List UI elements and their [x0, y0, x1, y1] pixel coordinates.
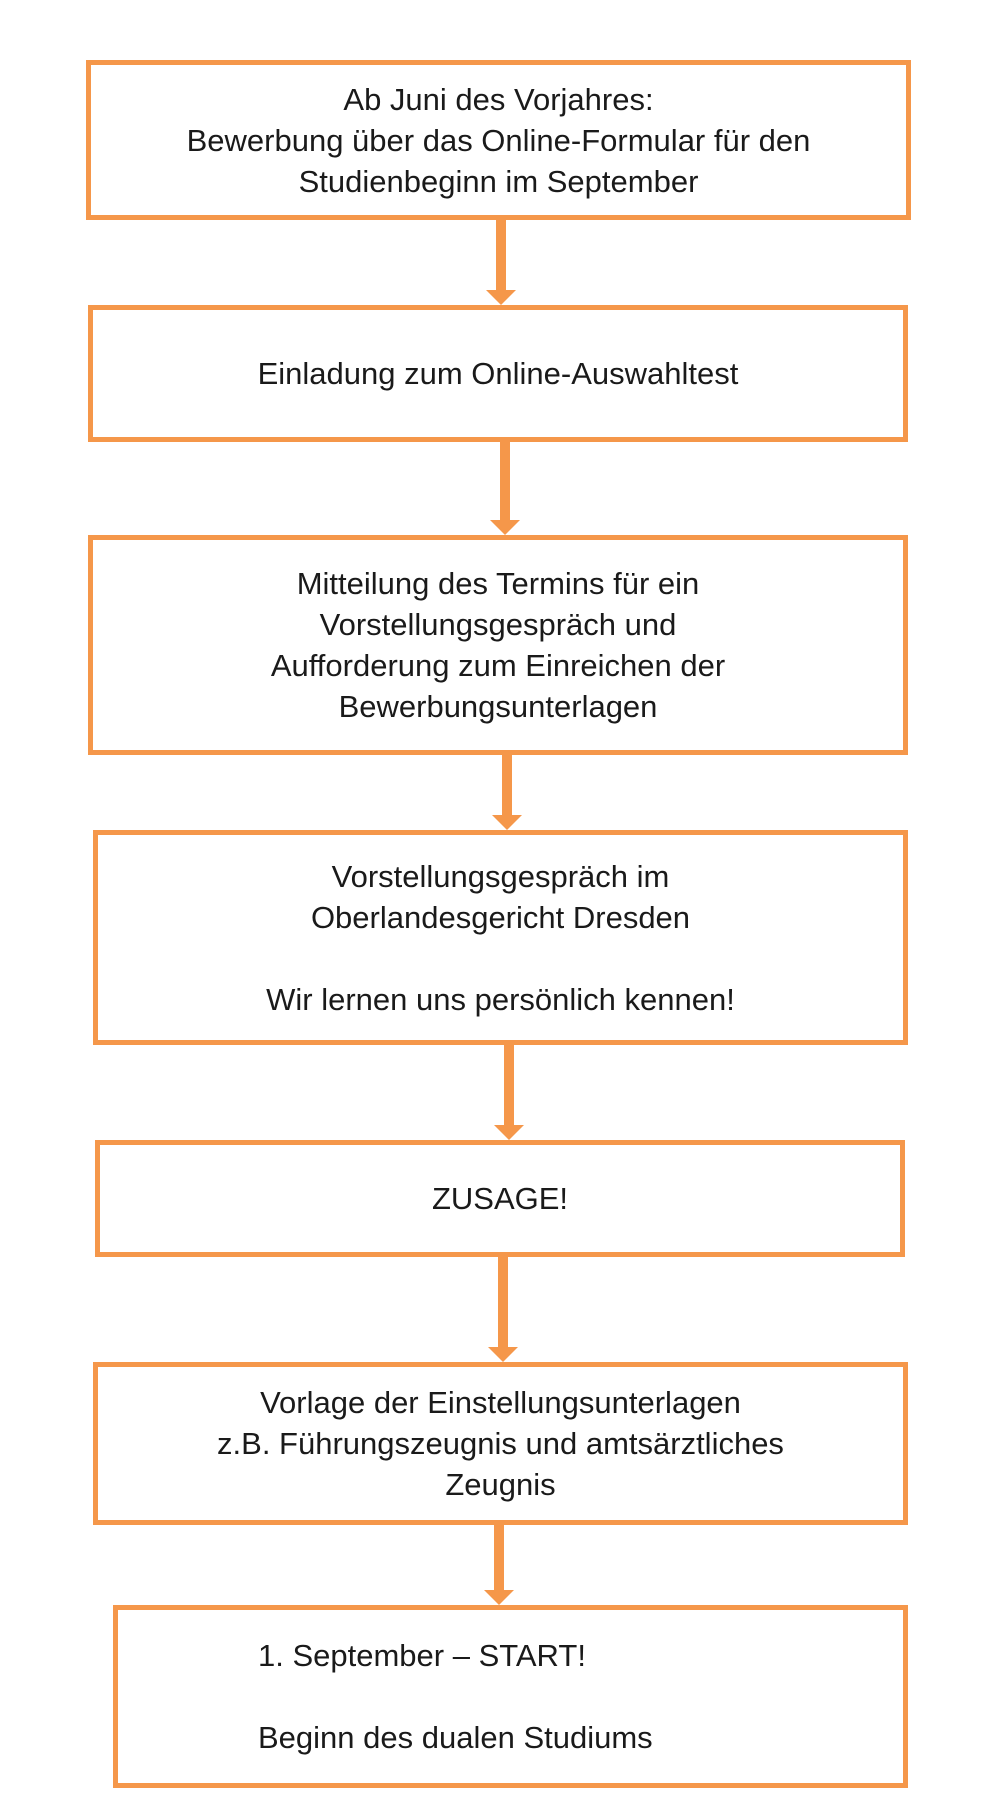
flow-arrow: [484, 1525, 514, 1605]
step-text-line: Bewerbung über das Online-Formular für den: [186, 122, 811, 158]
step-text-line: Studienbeginn im September: [298, 163, 699, 199]
flow-step-interview-appointment: [88, 535, 908, 755]
step-text-line: Einladung zum Online-Auswahltest: [257, 356, 739, 391]
flow-arrow: [488, 1257, 518, 1362]
step-text-line: Vorlage der Einstellungsunterlagen: [260, 1385, 741, 1420]
step-text-line: Ab Juni des Vorjahres:: [343, 81, 654, 117]
step-text-line: Bewerbungsunterlagen: [338, 689, 658, 724]
flow-step-documents: [93, 1362, 908, 1525]
step-text-line: Oberlandesgericht Dresden: [310, 899, 691, 935]
flow-arrow: [492, 755, 522, 830]
step-text-line: Zeugnis: [445, 1467, 556, 1502]
step-text-line: Wir lernen uns persönlich kennen!: [266, 981, 735, 1017]
flow-arrow: [486, 220, 516, 305]
flow-arrow: [494, 1045, 524, 1140]
step-text-line: Mitteilung des Termins für ein: [296, 566, 700, 601]
flow-step-application: [86, 60, 911, 220]
step-text-line: Vorstellungsgespräch und: [319, 607, 677, 642]
flow-step-online-test: [88, 305, 908, 442]
flow-step-acceptance: [95, 1140, 905, 1257]
step-text-line: Aufforderung zum Einreichen der: [270, 648, 726, 683]
flow-arrow: [490, 442, 520, 535]
flow-step-start: [113, 1605, 908, 1788]
step-text-line: ZUSAGE!: [431, 1181, 569, 1216]
flow-step-interview: [93, 830, 908, 1045]
step-text-line: 1. September – START!: [258, 1638, 586, 1673]
step-text-line: Beginn des dualen Studiums: [258, 1720, 653, 1755]
step-text-line: z.B. Führungszeugnis und amtsärztliches: [217, 1426, 784, 1461]
step-text-line: Vorstellungsgespräch im: [331, 858, 670, 894]
